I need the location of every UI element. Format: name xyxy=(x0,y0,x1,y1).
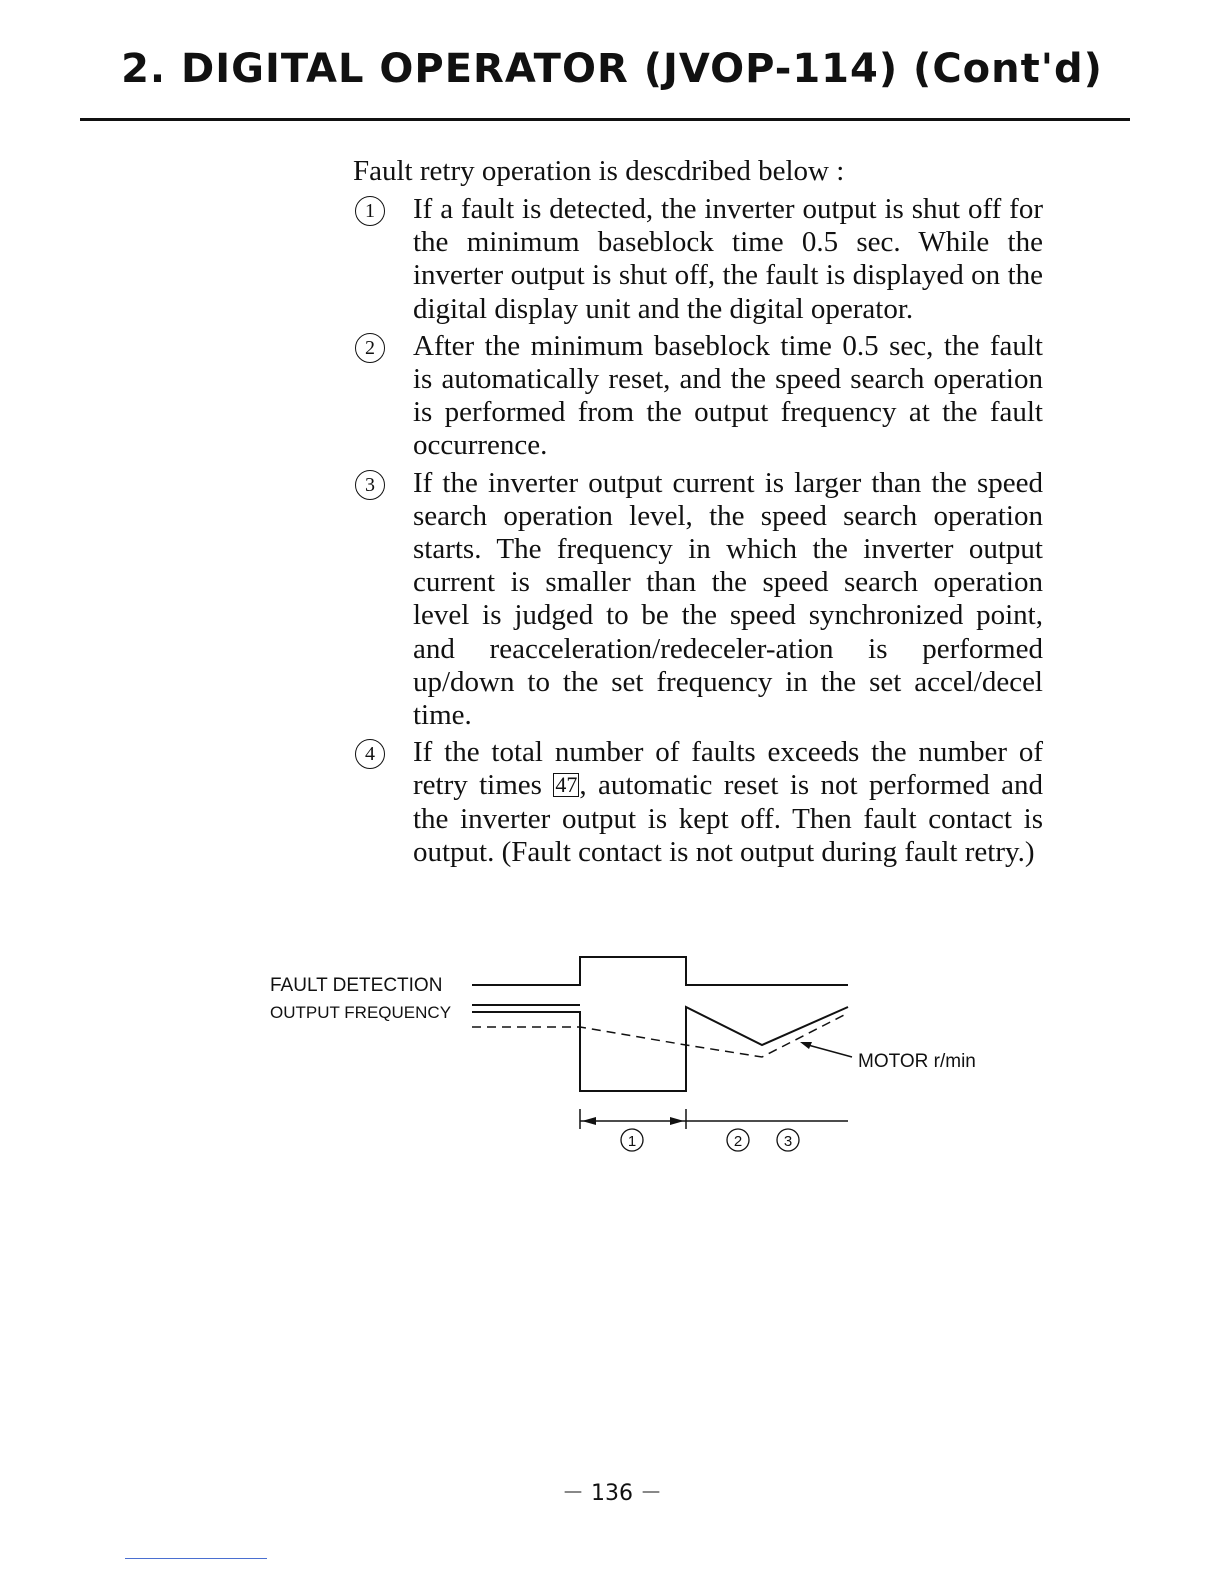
step-text-4-before: If the total number of faults exceeds the number of retry times xyxy=(413,736,1043,802)
step-text-4-after: , automatic reset is not performed and the inverter output is kept off. Then fault contact is output. (Fault contact is not output during fault retry.) xyxy=(413,769,1043,868)
step-text-4 xyxy=(413,736,1043,869)
motor-pointer-line xyxy=(808,1045,852,1057)
fault-retry-timing-diagram xyxy=(260,945,1000,1165)
step-text-3: If the inverter output current is larger than the speed search operation level, the speed search operation starts. The frequency in which the inverter output current is smaller than the speed search operation level is judged to be the speed synchronized point, and reacceleration/redeceler-ation is performed up/down to the set frequency in the set accel/decel time. xyxy=(413,466,1043,732)
interval-label-2-text: 2 xyxy=(733,1133,743,1150)
step-item-1 xyxy=(353,193,1043,326)
motor-pointer-arrowhead xyxy=(800,1042,812,1049)
interval-arrow-right xyxy=(670,1117,684,1125)
step-item-4 xyxy=(353,736,1043,869)
param-constant-box: 47 xyxy=(555,772,578,798)
step-item-3 xyxy=(353,467,1043,733)
step-number-3: 3 xyxy=(355,470,385,500)
fault-detection-signal xyxy=(472,957,848,985)
interval-label-2 xyxy=(727,1129,749,1151)
step-number-1: 1 xyxy=(355,196,385,226)
step-number-4: 4 xyxy=(355,739,385,769)
page-number: － 136 － xyxy=(562,1481,662,1506)
step-text-2: After the minimum baseblock time 0.5 sec, the fault is automatically reset, and the speed search operation is performed from the output frequency at the fault occurrence. xyxy=(413,329,1043,462)
step-item-2 xyxy=(353,330,1043,463)
motor-rpm-label: MOTOR r/min xyxy=(858,1051,976,1072)
page-title: 2. DIGITAL OPERATOR (JVOP-114) (Cont'd) xyxy=(121,46,1103,92)
intro-text: Fault retry operation is descdribed below : xyxy=(353,155,845,187)
interval-label-1-text: 1 xyxy=(627,1133,637,1150)
output-frequency-label: OUTPUT FREQUENCY xyxy=(270,1003,452,1022)
fault-detection-label: FAULT DETECTION xyxy=(270,975,443,996)
step-number-2: 2 xyxy=(355,333,385,363)
interval-label-3 xyxy=(777,1129,799,1151)
interval-arrow-left xyxy=(582,1117,596,1125)
header-divider xyxy=(80,118,1130,121)
interval-label-3-text: 3 xyxy=(783,1133,793,1150)
output-frequency-signal xyxy=(472,1007,848,1091)
interval-label-1 xyxy=(621,1129,643,1151)
motor-speed-curve xyxy=(472,1013,848,1057)
step-list xyxy=(353,193,1043,873)
step-text-1: If a fault is detected, the inverter output is shut off for the minimum baseblock time 0.5 sec. While the inverter output is shut off, the fault is displayed on the digital display unit and the digital operator. xyxy=(413,193,1043,325)
bottom-rule xyxy=(125,1558,267,1559)
